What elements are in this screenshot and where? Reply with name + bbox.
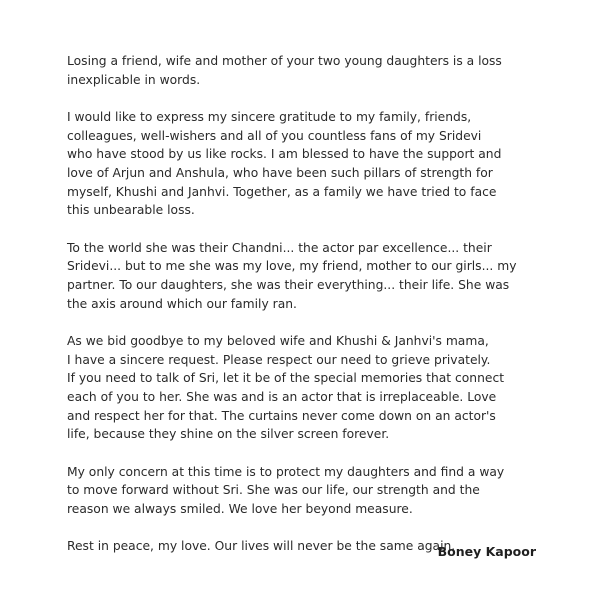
text-line: to move forward without Sri. She was our life, our strength and the [67, 483, 480, 498]
text-line: life, because they shine on the silver screen forever. [67, 427, 390, 442]
text-line: and respect her for that. The curtains never come down on an actor's [67, 408, 496, 423]
text-line: Sridevi... but to me she was my love, my friend, mother to our girls... my [67, 259, 517, 274]
paragraph-tribute [67, 239, 536, 314]
paragraph-concern [67, 463, 536, 519]
text-line: each of you to her. She was and is an actor that is irreplaceable. Love [67, 390, 497, 405]
text-line: inexplicable in words. [67, 72, 201, 87]
text-line: If you need to talk of Sri, let it be of the special memories that connect [67, 371, 505, 386]
paragraph-loss [67, 52, 536, 89]
text-line: myself, Khushi and Janhvi. Together, as a family we have tried to face [67, 184, 497, 199]
text-line: My only concern at this time is to protect my daughters and find a way [67, 464, 505, 479]
paragraph-request [67, 332, 536, 444]
text-line: I have a sincere request. Please respect our need to grieve privately. [67, 352, 491, 367]
signature: Boney Kapoor [437, 544, 536, 559]
text-line: partner. To our daughters, she was their everything... their life. She was [67, 278, 510, 293]
paragraph-gratitude [67, 108, 536, 220]
text-line: who have stood by us like rocks. I am blessed to have the support and [67, 147, 502, 162]
statement-body [67, 52, 536, 556]
text-line: the axis around which our family ran. [67, 296, 297, 311]
text-line: love of Arjun and Anshula, who have been such pillars of strength for [67, 166, 493, 181]
text-line: reason we always smiled. We love her beyond measure. [67, 502, 413, 517]
text-line: I would like to express my sincere gratitude to my family, friends, [67, 109, 472, 124]
text-line: colleagues, well-wishers and all of you countless fans of my Sridevi [67, 128, 482, 143]
text-line: To the world she was their Chandni... the actor par excellence... their [67, 240, 492, 255]
text-line: Rest in peace, my love. Our lives will never be the same again. [67, 539, 456, 554]
text-line: Losing a friend, wife and mother of your two young daughters is a loss [67, 54, 502, 68]
text-line: As we bid goodbye to my beloved wife and Khushi & Janhvi's mama, [67, 333, 489, 348]
text-line: this unbearable loss. [67, 203, 195, 218]
